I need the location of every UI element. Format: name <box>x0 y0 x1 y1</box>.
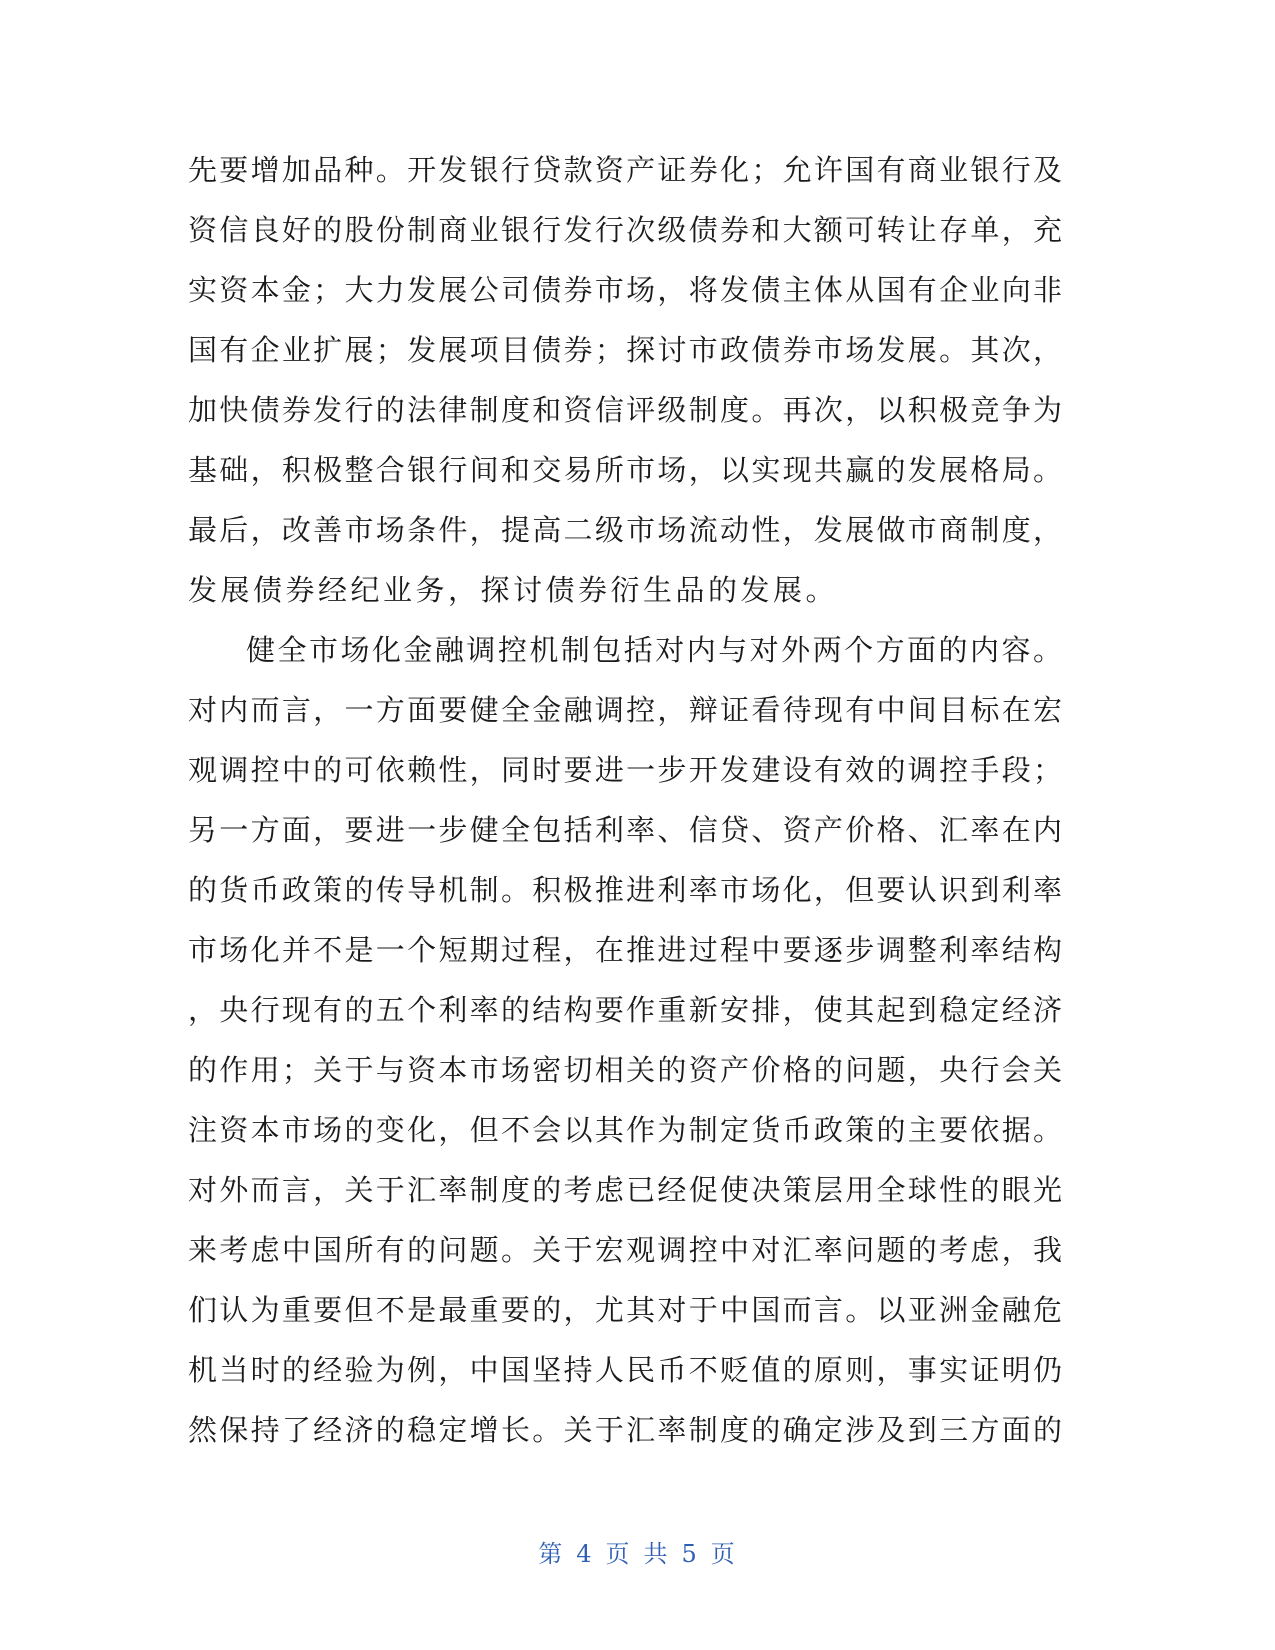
text-line: 先要增加品种。开发银行贷款资产证券化；允许国有商业银行及 <box>188 153 1062 187</box>
text-line: 另一方面，要进一步健全包括利率、信贷、资产价格、汇率在内 <box>188 813 1062 847</box>
text-line: 的作用；关于与资本市场密切相关的资产价格的问题，央行会关 <box>188 1053 1062 1087</box>
text-line: 发展债券经纪业务，探讨债券衍生品的发展。 <box>188 573 839 607</box>
text-line: 健全市场化金融调控机制包括对内与对外两个方面的内容。 <box>246 633 1062 667</box>
text-line: 实资本金；大力发展公司债券市场，将发债主体从国有企业向非 <box>188 273 1062 307</box>
text-line: 的货币政策的传导机制。积极推进利率市场化，但要认识到利率 <box>188 873 1062 907</box>
text-line: 对内而言，一方面要健全金融调控，辩证看待现有中间目标在宏 <box>188 693 1062 727</box>
total-suffix: 页 <box>710 1540 737 1568</box>
text-line: 然保持了经济的稳定增长。关于汇率制度的确定涉及到三方面的 <box>188 1413 1062 1447</box>
total-page-number: 5 <box>681 1540 699 1568</box>
text-line: 来考虑中国所有的问题。关于宏观调控中对汇率问题的考虑，我 <box>188 1233 1062 1267</box>
text-line: 们认为重要但不是最重要的，尤其对于中国而言。以亚洲金融危 <box>188 1293 1062 1327</box>
text-line: 国有企业扩展；发展项目债券；探讨市政债券市场发展。其次， <box>188 333 1062 367</box>
text-line: 机当时的经验为例，中国坚持人民币不贬值的原则，事实证明仍 <box>188 1353 1062 1387</box>
text-line: ，央行现有的五个利率的结构要作重新安排，使其起到稳定经济 <box>188 993 1062 1027</box>
text-line: 加快债券发行的法律制度和资信评级制度。再次，以积极竞争为 <box>188 393 1062 427</box>
paragraph-1 <box>188 140 1062 620</box>
text-line: 观调控中的可依赖性，同时要进一步开发建设有效的调控手段； <box>188 753 1062 787</box>
page-footer <box>0 1534 1275 1569</box>
text-line: 对外而言，关于汇率制度的考虑已经促使决策层用全球性的眼光 <box>188 1173 1062 1207</box>
page-word: 页 <box>605 1540 632 1568</box>
text-line: 基础，积极整合银行间和交易所市场，以实现共赢的发展格局。 <box>188 453 1062 487</box>
page-prefix: 第 <box>538 1540 565 1568</box>
paragraph-2 <box>188 620 1062 1460</box>
document-body <box>188 140 1062 1460</box>
text-line: 市场化并不是一个短期过程，在推进过程中要逐步调整利率结构 <box>188 933 1062 967</box>
text-line: 资信良好的股份制商业银行发行次级债券和大额可转让存单，充 <box>188 213 1062 247</box>
total-prefix: 共 <box>643 1540 670 1568</box>
text-line: 注资本市场的变化，但不会以其作为制定货币政策的主要依据。 <box>188 1113 1062 1147</box>
text-line: 最后，改善市场条件，提高二级市场流动性，发展做市商制度， <box>188 513 1062 547</box>
current-page-number: 4 <box>576 1540 594 1568</box>
